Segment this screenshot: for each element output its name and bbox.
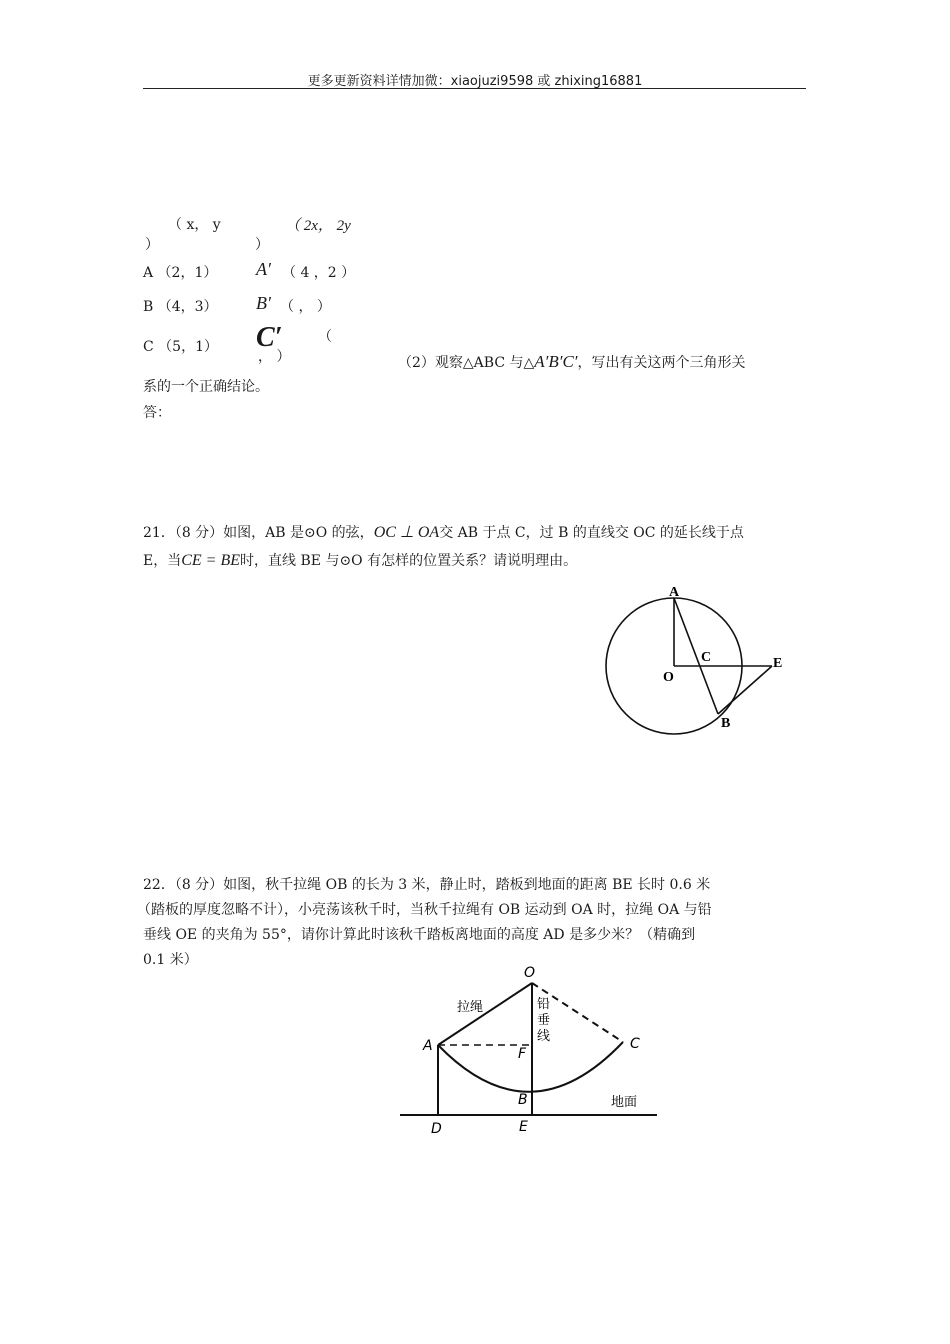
label-rope: 拉绳: [457, 1000, 484, 1015]
table-head-right-2: ）: [255, 237, 269, 253]
table-head-left-1: （ x， y: [168, 217, 221, 233]
q22-line1: 22．（8 分）如图，秋千拉绳 OB 的长为 3 米，静止时，踏板到地面的距离 BE 长时 0.6 米: [143, 877, 711, 893]
q22-swing-figure: [395, 960, 665, 1140]
q20-answer-label: 答：: [143, 405, 171, 421]
row-c-prime: C′: [256, 322, 283, 353]
label-e: E: [519, 1119, 528, 1135]
q21-circle-figure: [595, 578, 795, 738]
row-c-right-2: ， ）: [258, 349, 291, 365]
line-be: [718, 666, 772, 714]
label-plumb-1: 铅: [537, 997, 551, 1012]
label-plumb-2: 垂: [537, 1013, 551, 1028]
row-c-right-1: （: [318, 329, 332, 345]
label-b: B: [518, 1092, 528, 1108]
label-a: A: [669, 585, 680, 600]
label-o: O: [524, 965, 536, 981]
q22-line3: 垂线 OE 的夹角为 55°，请你计算此时该秋千踏板离地面的高度 AD 是多少米？（精确到: [143, 927, 696, 943]
page-header: 更多更新资料详情加微：xiaojuzi9598 或 zhixing16881: [307, 74, 643, 89]
q22-line2: （踏板的厚度忽略不计），小亮荡该秋千时，当秋千拉绳有 OB 运动到 OA 时，拉绳 OA 与铅: [137, 902, 712, 918]
q22-line4: 0.1 米）: [143, 952, 198, 968]
label-b: B: [721, 716, 731, 731]
label-d: D: [431, 1121, 442, 1137]
label-e: E: [773, 656, 783, 671]
chord-ab: [674, 598, 718, 714]
row-c-left: C （5，1）: [143, 339, 218, 355]
label-f: F: [518, 1046, 527, 1062]
row-a-right: （ 4 ，2 ）: [282, 265, 356, 281]
row-a-left: A （2，1）: [143, 265, 218, 281]
table-head-left-2: ）: [145, 237, 159, 253]
row-b-prime: B′: [256, 293, 271, 313]
q21-line2: E，当CE = BE时，直线 BE 与⊙O 有怎样的位置关系？请说明理由。: [143, 552, 578, 569]
label-plumb-3: 线: [537, 1029, 551, 1044]
q21-line1: 21．（8 分）如图，AB 是⊙O 的弦，OC ⊥ OA交 AB 于点 C，过 B 的直线交 OC 的延长线于点: [143, 524, 744, 541]
label-c: C: [630, 1036, 640, 1052]
label-ground: 地面: [611, 1095, 638, 1110]
q20-part2-line2: 系的一个正确结论。: [143, 379, 269, 395]
rope-oa: [438, 983, 532, 1045]
row-a-prime: A′: [256, 259, 271, 279]
label-c: C: [701, 650, 712, 665]
header-divider: [143, 88, 806, 89]
row-b-right: （ ， ）: [280, 299, 331, 315]
q20-part2-line1: （2）观察△ABC 与△A′B′C′，写出有关这两个三角形关: [398, 352, 746, 371]
swing-arc: [438, 1042, 623, 1092]
label-a: A: [423, 1038, 433, 1054]
row-b-left: B （4，3）: [143, 299, 218, 315]
label-o: O: [663, 670, 674, 685]
table-head-right-1: （ 2x， 2y: [285, 218, 351, 234]
